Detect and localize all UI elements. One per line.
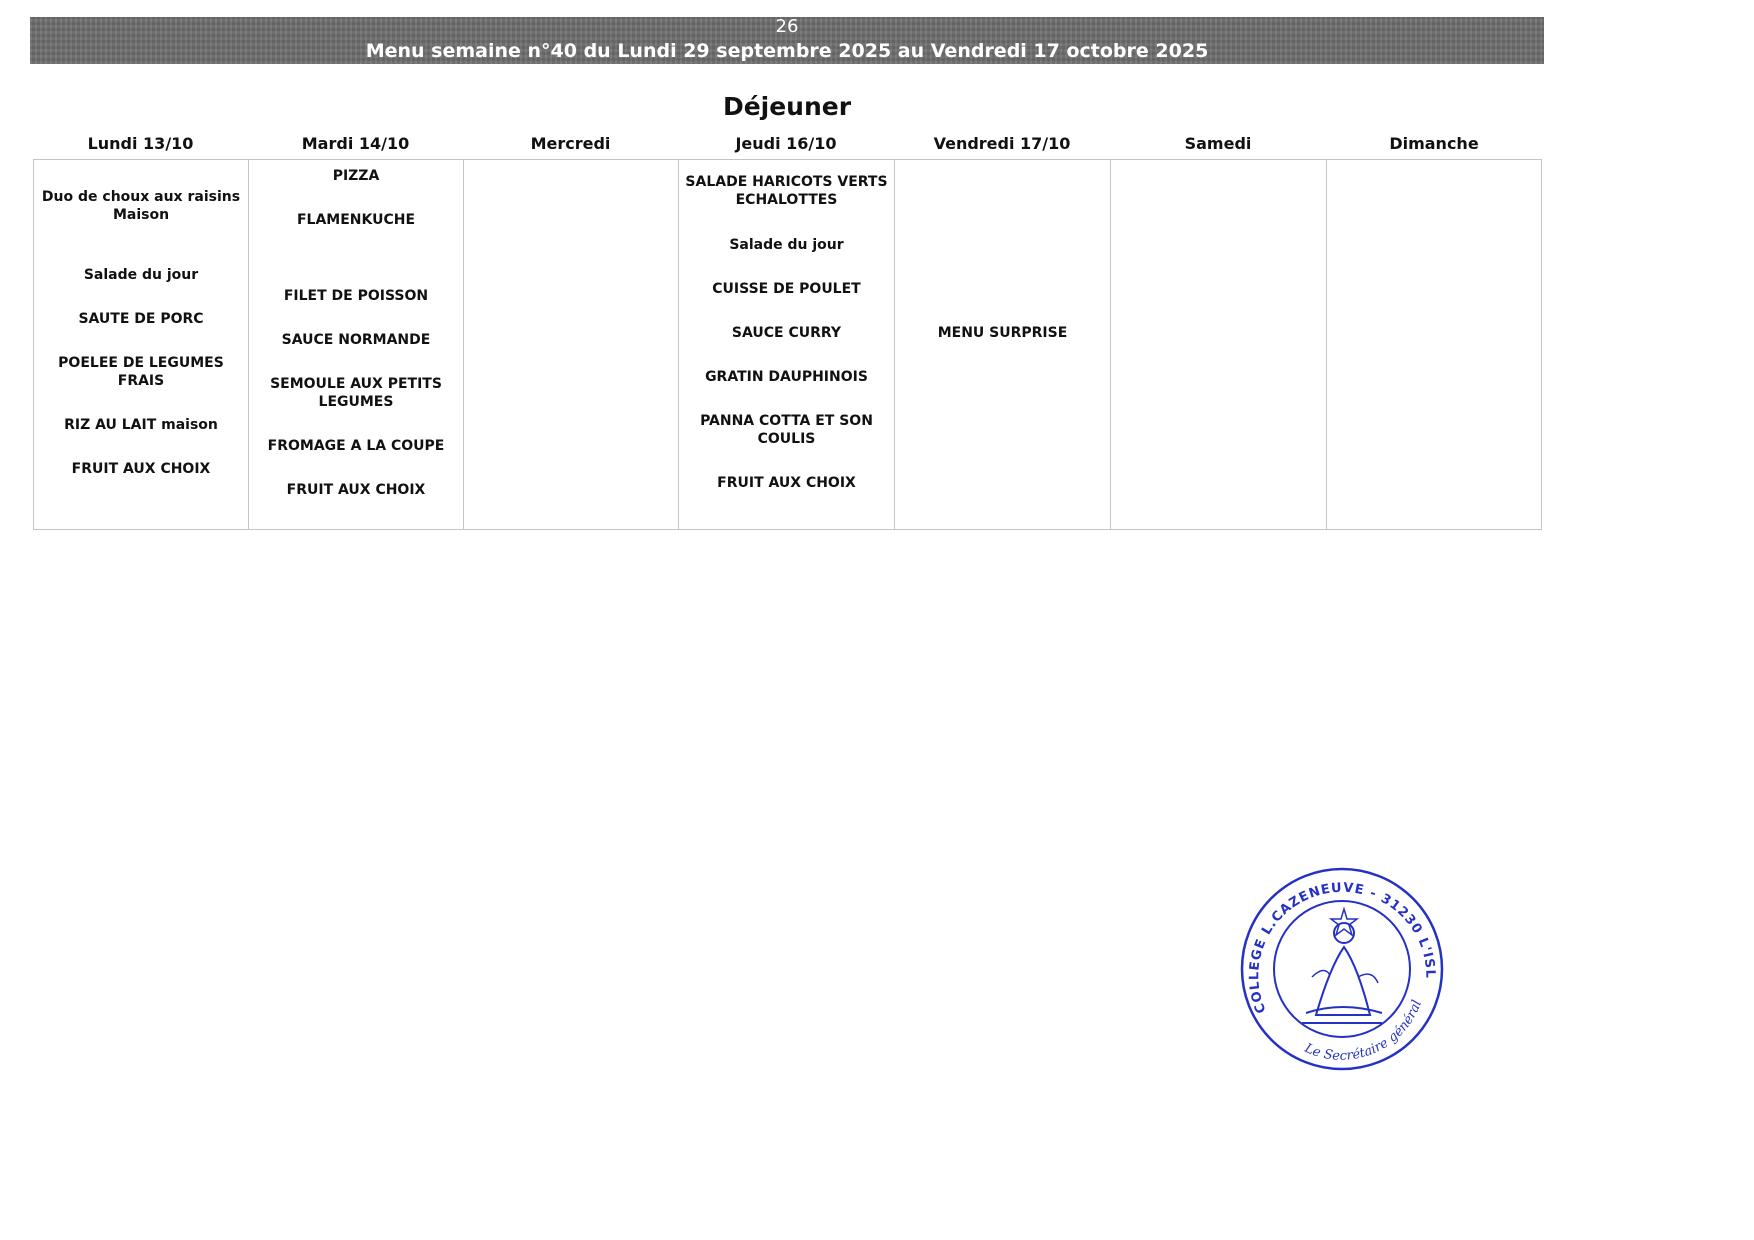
stamp-seal-icon <box>1238 865 1446 1073</box>
menu-item: RIZ AU LAIT maison <box>64 417 218 433</box>
day-header-vendredi: Vendredi 17/10 <box>933 134 1071 153</box>
menu-item: GRATIN DAUPHINOIS <box>705 369 868 385</box>
menu-item: FRUIT AUX CHOIX <box>286 482 426 498</box>
menu-item: FROMAGE A LA COUPE <box>267 438 445 454</box>
menu-item: FRUIT AUX CHOIX <box>71 461 211 477</box>
day-column-dimanche <box>1327 160 1541 529</box>
day-column-mercredi <box>464 160 679 529</box>
day-headers-row <box>33 132 1543 156</box>
menu-item: Duo de choux aux raisins Maison <box>41 189 241 223</box>
menu-item: SAUTE DE PORC <box>78 311 204 327</box>
day-header-samedi: Samedi <box>1184 134 1252 153</box>
menu-item: FILET DE POISSON <box>283 288 429 304</box>
menu-item: FRUIT AUX CHOIX <box>717 475 856 491</box>
day-column-samedi <box>1111 160 1327 529</box>
menu-item: MENU SURPRISE <box>937 325 1068 341</box>
menu-item: Salade du jour <box>83 267 199 283</box>
menu-item: SALADE HARICOTS VERTS ECHALOTTES <box>685 174 888 208</box>
day-header-mardi: Mardi 14/10 <box>301 134 410 153</box>
menu-item: PANNA COTTA ET SON COULIS <box>700 413 873 447</box>
menu-item: Salade du jour <box>729 237 844 253</box>
section-title-dejeuner: Déjeuner <box>722 92 852 121</box>
menu-item: POELEE DE LEGUMES FRAIS <box>58 355 224 389</box>
day-header-lundi: Lundi 13/10 <box>87 134 194 153</box>
page-number: 26 <box>775 16 799 37</box>
stamp-outer-text: COLLEGE L.CAZENEUVE - 31230 L'ISL <box>1247 880 1438 1016</box>
menu-grid <box>33 159 1542 530</box>
day-column-vendredi <box>895 160 1111 529</box>
day-header-mercredi: Mercredi <box>530 134 611 153</box>
day-column-mardi <box>249 160 464 529</box>
menu-item: FLAMENKUCHE <box>296 212 416 228</box>
menu-item: PIZZA <box>332 168 380 184</box>
menu-banner <box>30 17 1544 64</box>
day-column-lundi <box>34 160 249 529</box>
day-header-jeudi: Jeudi 16/10 <box>735 134 837 153</box>
college-stamp <box>1238 865 1446 1073</box>
menu-item: CUISSE DE POULET <box>712 281 861 297</box>
menu-item: SAUCE NORMANDE <box>281 332 431 348</box>
menu-item: SAUCE CURRY <box>731 325 842 341</box>
menu-week-title: Menu semaine n°40 du Lundi 29 septembre 2025 au Vendredi 17 octobre 2025 <box>365 40 1209 62</box>
day-column-jeudi <box>679 160 895 529</box>
day-header-dimanche: Dimanche <box>1389 134 1479 153</box>
menu-item: SEMOULE AUX PETITS LEGUMES <box>270 376 442 410</box>
stamp-inner-text: Le Secrétaire général <box>1302 998 1425 1064</box>
